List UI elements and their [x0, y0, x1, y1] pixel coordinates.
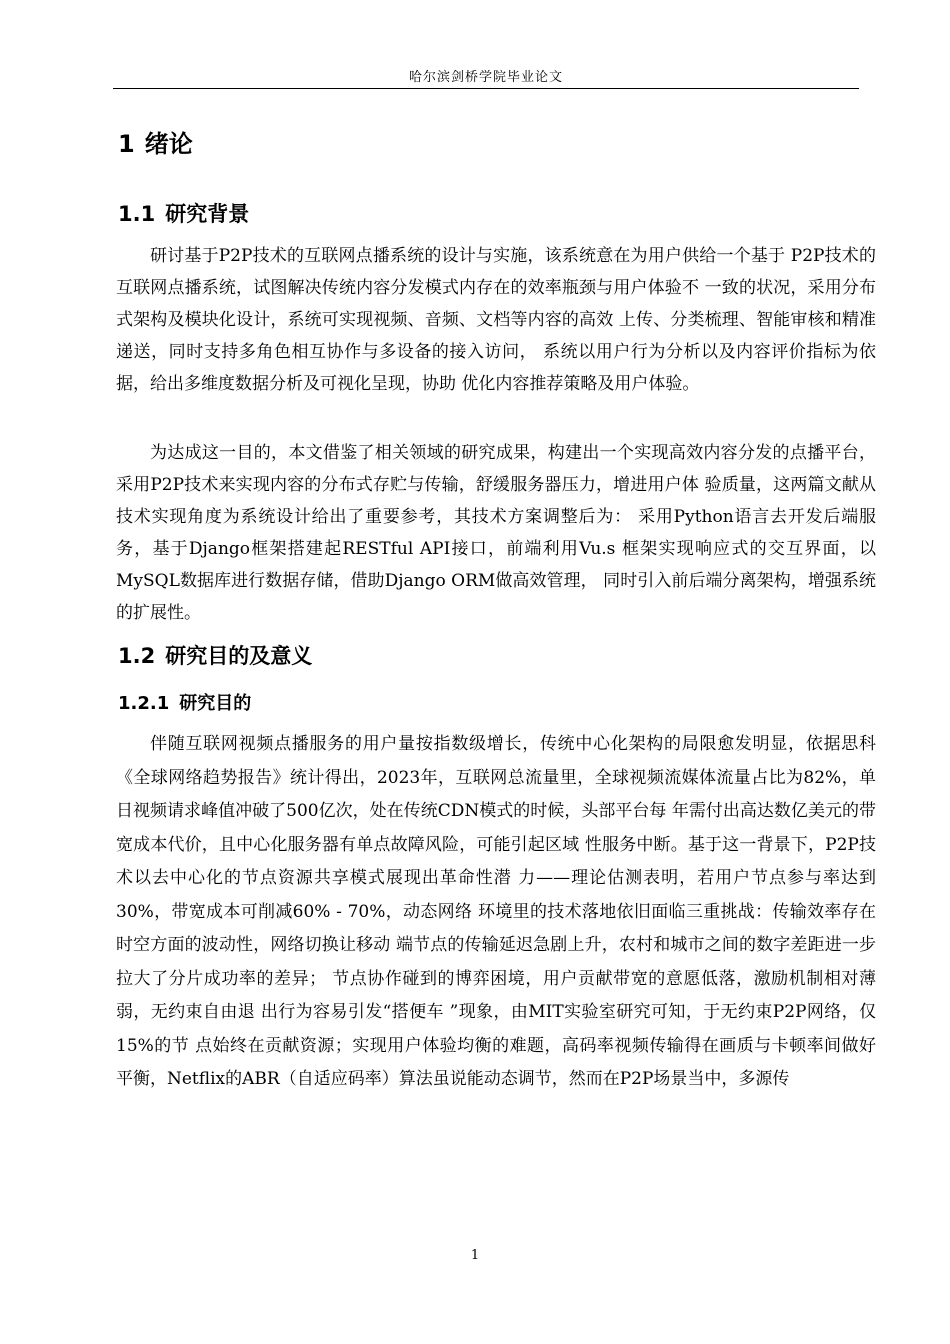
- subsection-number: 1.2.1: [118, 693, 170, 714]
- header-divider: [113, 88, 859, 89]
- section-number: 1.2: [118, 644, 156, 668]
- paragraph-background-2: 为达成这一目的，本文借鉴了相关领域的研究成果，构建出一个实现高效内容分发的点播平台，采用P2P技术来实现内容的分布式存贮与传输，舒缓服务器压力，增进用户体 验质量，这两篇文献从技术实现角度为系统设计给出了重要参考，其技术方案调整后为： 采用Python语言去开发后端服务，基于Django框架搭建起RESTful API接口，前端利用Vu.s 框架实现响应式的交互界面，以MySQL数据库进行数据存储，借助Django ORM做高效管理， 同时引入前后端分离架构，增强系统的扩展性。: [116, 443, 876, 623]
- paragraph-background-1: 研讨基于P2P技术的互联网点播系统的设计与实施，该系统意在为用户供给一个基于 P2P技术的互联网点播系统，试图解决传统内容分发模式内存在的效率瓶颈与用户体验不 一致的状况，采用分布式架构及模块化设计，系统可实现视频、音频、文档等内容的高效 上传、分类梳理、智能审核和精准递送，同时支持多角色相互协作与多设备的接入访问， 系统以用户行为分析以及内容评价指标为依据，给出多维度数据分析及可视化呈现，协助 优化内容推荐策略及用户体验。: [116, 246, 876, 394]
- header-title: 哈尔滨剑桥学院毕业论文: [408, 70, 563, 85]
- paragraph-research-purpose: 伴随互联网视频点播服务的用户量按指数级增长，传统中心化架构的局限愈发明显，依据思科《全球网络趋势报告》统计得出，2023年，互联网总流量里，全球视频流媒体流量占比为82%，单日视频请求峰值冲破了500亿次，处在传统CDN模式的时候，头部平台每 年需付出高达数亿美元的带宽成本代价，且中心化服务器有单点故障风险，可能引起区域 性服务中断。基于这一背景下，P2P技术以去中心化的节点资源共享模式展现出革命性潜 力——理论估测表明，若用户节点参与率达到30%，带宽成本可削减60% - 70%，动态网络 环境里的技术落地依旧面临三重挑战：传输效率存在时空方面的波动性，网络切换让移动 端节点的传输延迟急剧上升，农村和城市之间的数字差距进一步拉大了分片成功率的差异； 节点协作碰到的博弈困境，用户贡献带宽的意愿低落，激励机制相对薄弱，无约束自由退 出行为容易引发“搭便车 ”现象，由MIT实验室研究可知，于无约束P2P网络，仅15%的节 点始终在贡献资源；实现用户体验均衡的难题，高码率视频传输得在画质与卡顿率间做好 平衡，Netflix的ABR（自适应码率）算法虽说能动态调节，然而在P2P场景当中，多源传: [116, 734, 876, 1089]
- chapter-title: 绪论: [144, 130, 193, 158]
- section-heading-1-2: [118, 640, 312, 670]
- section-title: 研究目的及意义: [165, 644, 313, 668]
- subsection-title: 研究目的: [179, 693, 252, 714]
- chapter-heading: [118, 124, 193, 159]
- section-title: 研究背景: [165, 202, 250, 226]
- chapter-number: 1: [118, 130, 135, 158]
- subsection-heading-1-2-1: [118, 689, 251, 715]
- section-heading-1-1: [118, 198, 249, 228]
- section-number: 1.1: [118, 202, 156, 226]
- page-number: 1: [470, 1248, 480, 1263]
